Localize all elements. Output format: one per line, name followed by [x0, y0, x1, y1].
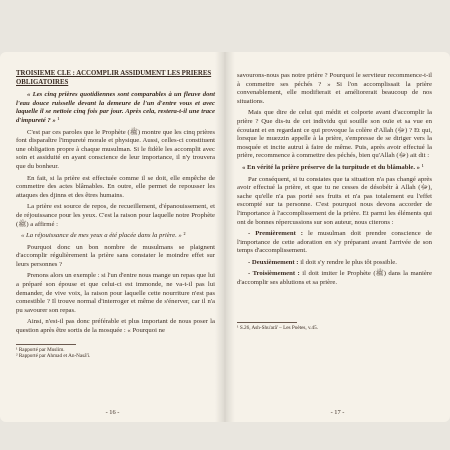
hadith-quote-text: « Les cinq prières quotidiennes sont comparables à un fleuve dont l'eau douce ruisselle devant la demeure de l'un d'entre vous et avec laquelle il se nettoie cinq fois par jour. Après cela, restera-t-il une trace d'impureté ? »: [16, 91, 215, 124]
hadith-quote: [16, 91, 215, 125]
list-item: [237, 230, 432, 256]
footnote-ref: ²: [183, 232, 186, 240]
paragraph: Prenons alors un exemple : si l'un d'entre nous mange un repas que lui a préparé son épouse et que celui-ci est immonde, ne va-t-il pas lui demander, de vive voix, la raison pour laquelle cette nourriture n'est pas comestible ? Il trouve normal d'interroger et même de s'énerver, car il n'a pu savourer son repas.: [16, 272, 215, 314]
paragraph: Ainsi, n'est-il pas donc préférable et plus important de nous poser la question après être sortis de la mosquée : « Pourquoi ne: [16, 318, 215, 335]
footnote: ¹ S.26, Ash-Shu'arâ' – Les Poètes, v.45.: [237, 324, 319, 331]
paragraph: Pourquoi donc un bon nombre de musulmans se plaignent d'accomplir régulièrement la prière sans constater le moindre effet sur leurs personnes ?: [16, 243, 215, 268]
paragraph: Par conséquent, si tu constates que ta situation n'a pas changé après avoir effectué la prière, et que tu ne cesses de désobéir à Allah (ﷻ), sache qu'elle n'a pas porté ses fruits et n'a pas totalement eu l'effet escompté sur ta personne. C'est pourquoi nous devons accorder de l'importance à l'accomplissement de la prière. Et parmi les éléments qui ont de bonnes répercussions sur son auteur, nous citerons :: [237, 175, 432, 226]
paragraph: En fait, si la prière est effectuée comme il se doit, elle empêche de commettre des actes blâmables. En outre, elle permet de repousser les attaques des djinns et des êtres humains.: [16, 174, 215, 199]
list-item: [237, 259, 432, 268]
left-page: [0, 52, 225, 422]
section-heading: TROISIEME CLE : ACCOMPLIR ASSIDUMENT LES PRIERES OBLIGATOIRES: [16, 70, 212, 86]
footnote-divider: [237, 322, 297, 323]
footnote: ² Rapporté par Ahmad et An-Nasâ'î.: [16, 353, 91, 360]
list-item-label: - Deuxièmement :: [248, 258, 299, 266]
footnote-ref: ¹: [421, 163, 424, 171]
list-item-text: le musulman doit prendre conscience de l'importance de cette adoration en s'y préparant avant l'arrivée de son temps d'accomplissement.: [237, 230, 432, 255]
footnote: ¹ Rapporté par Muslim.: [16, 346, 65, 353]
footnote-divider: [16, 344, 76, 345]
paragraph: La prière est source de repos, de recueillement, d'épanouissement, et de réjouissance pour les yeux. C'est la raison pour laquelle notre Prophète (ﷺ) a affirmé :: [16, 203, 215, 228]
quran-quote: [237, 164, 432, 173]
list-item: [237, 270, 432, 287]
paragraph: C'est par ces paroles que le Prophète (ﷺ) montre que les cinq prières font disparaître l'impureté morale et physique. Aussi, celles-ci constituent une obligation propre à chaque musulman. Si le fidèle les accomplit avec soin et assiduité en ayant conscience de leur importance, il n'y trouvera que du bonheur.: [16, 128, 215, 170]
right-page: [225, 52, 450, 422]
hadith-quote: [16, 232, 215, 241]
list-item-text: il doit imiter le Prophète (ﷺ) dans la manière d'accomplir ses ablutions et sa prière.: [237, 270, 432, 287]
paragraph: savourons-nous pas notre prière ? Pourquoi le serviteur recommence-t-il à commettre ses péchés ? » Si l'on accomplissait la prière convenablement, elle modifierait et améliorerait beaucoup de nos situations.: [237, 72, 432, 105]
page-number: - 16 -: [105, 409, 120, 416]
list-item-text: il doit s'y rendre le plus tôt possible.: [298, 258, 397, 266]
quran-quote-text: « En vérité la prière préserve de la turpitude et du blâmable. »: [242, 163, 422, 171]
list-item-label: - Troisièmement :: [248, 270, 300, 278]
page-number: - 17 -: [330, 409, 345, 416]
hadith-quote-text: « La réjouissance de mes yeux a été placée dans la prière. »: [21, 232, 184, 240]
list-item-label: - Premièrement :: [248, 230, 303, 238]
footnote-ref: ¹: [57, 116, 60, 124]
paragraph: Mais que dire de celui qui médit et colporte avant d'accomplir la prière ? Que dis-tu de cet individu qui souille son ouïe et sa vue en écoutant et en regardant ce qui provoque la colère d'Allah (ﷻ) ? Et qui, lorsque le muezzin appelle à la prière, s'empresse de se diriger vers la mosquée et incite autrui à faire de même. Puis, après avoir effectué la prière, recommence à commettre des péchés, bien qu'Allah (ﷻ) ait dit :: [237, 109, 432, 160]
